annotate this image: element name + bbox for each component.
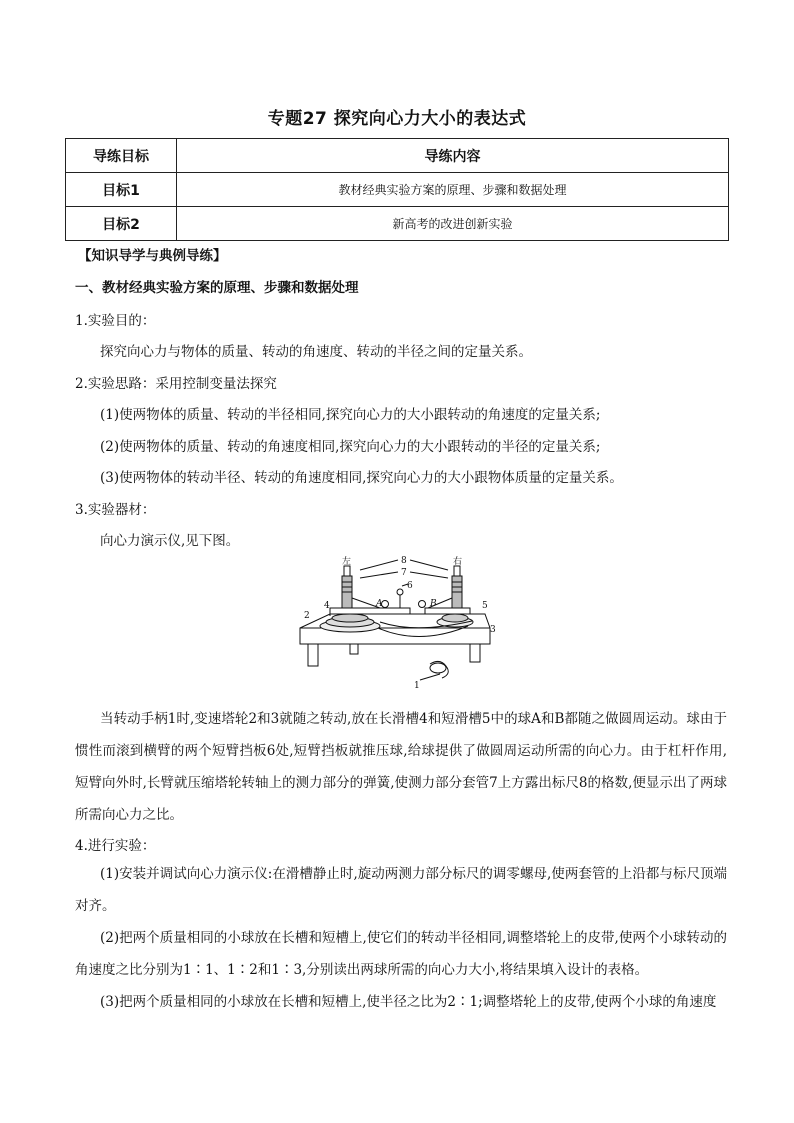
table-cell: 目标1 <box>66 173 177 207</box>
label-left: 左 <box>342 557 352 567</box>
label-6: 6 <box>407 581 413 591</box>
idea-item: (2)使两物体的质量、转动的角速度相同,探究向心力的大小跟转动的半径的定量关系; <box>100 439 601 455</box>
aim-label: 1.实验目的： <box>75 313 156 329</box>
table-cell: 教材经典实验方案的原理、步骤和数据处理 <box>177 173 729 207</box>
procedure-label: 4.进行实验： <box>75 838 156 854</box>
label-b: B <box>430 599 437 609</box>
aim-text: 探究向心力与物体的质量、转动的角速度、转动的半径之间的定量关系。 <box>100 344 532 360</box>
label-1: 1 <box>414 681 420 691</box>
procedure-step <box>75 986 727 1018</box>
label-4: 4 <box>324 601 330 611</box>
procedure-step-text: (3)把两个质量相同的小球放在长槽和短槽上,使半径之比为2∶1;调整塔轮上的皮带,使两个小球的角速度 <box>100 994 717 1010</box>
procedure-step-text: (1)安装并调试向心力演示仪:在滑槽静止时,旋动两测力部分标尺的调零螺母,使两套管的上沿都与标尺顶端对齐。 <box>75 866 727 914</box>
table-header-cell: 导练内容 <box>177 139 729 173</box>
label-a: A <box>376 599 383 609</box>
idea-item: (1)使两物体的质量、转动的半径相同,探究向心力的大小跟转动的角速度的定量关系; <box>100 407 601 423</box>
goals-table <box>65 138 729 241</box>
description-text: 当转动手柄1时,变速塔轮2和3就随之转动,放在长滑槽4和短滑槽5中的球A和B都随之做圆周运动。球由于惯性而滚到横臂的两个短臂挡板6处,短臂挡板就推压球,给球提供了做圆周运动所需的向心力。由于杠杆作用,短臂向外时,长臂就压缩塔轮转轴上的测力部分的弹簧,使测力部分套管7上方露出标尺8的格数,便显示出了两球所需向心力之比。 <box>75 711 727 823</box>
page-title: 专题27 探究向心力大小的表达式 <box>267 109 527 129</box>
section-heading: 【知识导学与典例导练】 <box>78 248 227 264</box>
label-7: 7 <box>401 568 407 578</box>
table-row <box>66 207 729 241</box>
label-right: 右 <box>453 557 463 567</box>
procedure-step-text: (2)把两个质量相同的小球放在长槽和短槽上,使它们的转动半径相同,调整塔轮上的皮带,使两个小球转动的角速度之比分别为1∶1、1∶2和1∶3,分别读出两球所需的向心力大小,将结果填入设计的表格。 <box>75 930 727 978</box>
apparatus-description <box>75 703 727 831</box>
idea-label: 2.实验思路：采用控制变量法探究 <box>75 376 277 392</box>
label-5: 5 <box>482 601 488 611</box>
procedure-step <box>75 922 727 986</box>
centripetal-force-apparatus-figure <box>290 556 500 696</box>
table-header-cell: 导练目标 <box>66 139 177 173</box>
table-cell: 新高考的改进创新实验 <box>177 207 729 241</box>
equipment-label: 3.实验器材： <box>75 502 156 518</box>
table-row <box>66 173 729 207</box>
procedure-step <box>75 858 727 922</box>
label-3: 3 <box>490 625 496 635</box>
label-2: 2 <box>304 611 310 621</box>
table-cell: 目标2 <box>66 207 177 241</box>
table-header-row <box>66 139 729 173</box>
label-8: 8 <box>401 556 407 566</box>
equipment-text: 向心力演示仪,见下图。 <box>100 533 240 549</box>
section1-title: 一、教材经典实验方案的原理、步骤和数据处理 <box>75 280 359 296</box>
idea-item: (3)使两物体的转动半径、转动的角速度相同,探究向心力的大小跟物体质量的定量关系。 <box>100 470 623 486</box>
